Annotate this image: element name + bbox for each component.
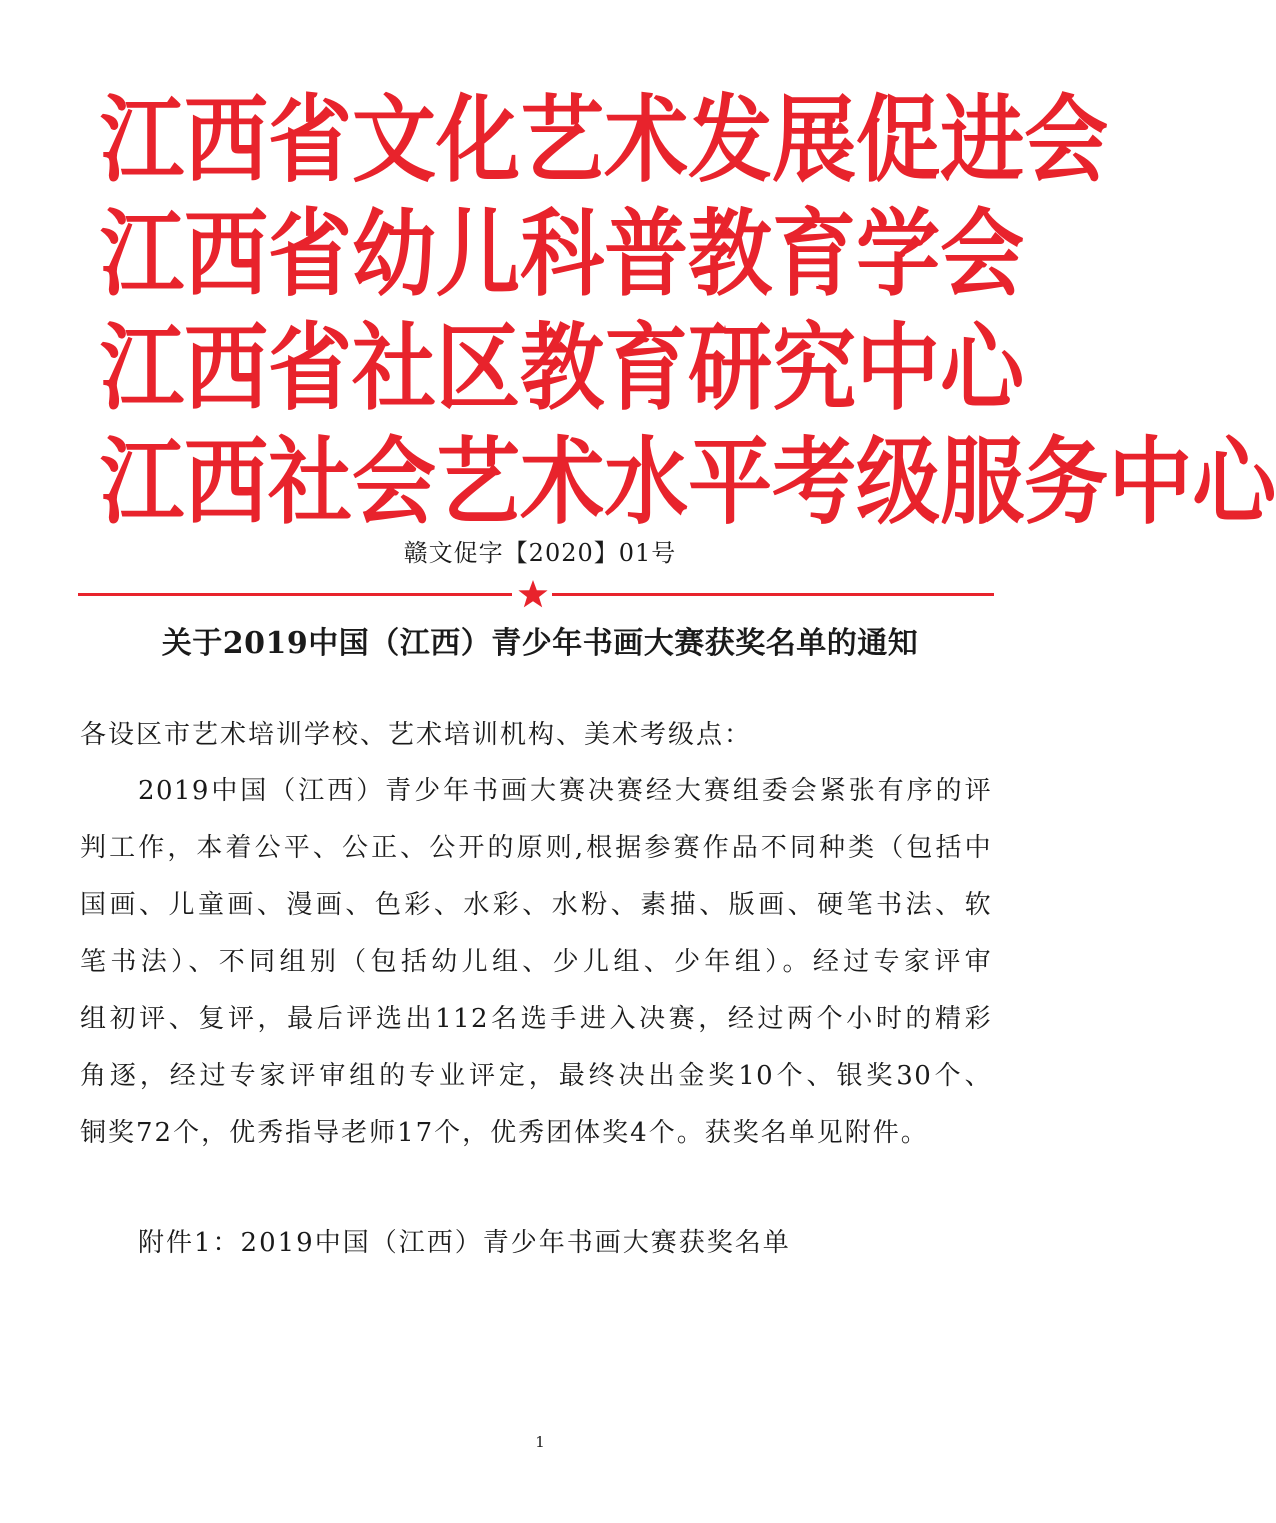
letterhead-char: 中: [856, 313, 941, 423]
letterhead-char: 艺: [436, 427, 521, 537]
letterhead-char: 省: [268, 199, 353, 309]
letterhead-char: 研: [688, 313, 773, 423]
letterhead-char: 展: [772, 85, 857, 195]
letterhead-char: 江: [100, 199, 185, 309]
letterhead-char: 术: [520, 427, 605, 537]
letterhead-char: 省: [268, 313, 353, 423]
letterhead-org-1: [100, 85, 1109, 195]
letterhead-char: 区: [436, 313, 521, 423]
letterhead-char: 心: [1192, 427, 1276, 537]
letterhead-char: 平: [688, 427, 773, 537]
red-divider-right: [552, 593, 994, 596]
letterhead-char: 省: [268, 85, 353, 195]
letterhead-char: 发: [688, 85, 773, 195]
letterhead-org-4: [100, 427, 1276, 537]
letterhead-char: 心: [940, 313, 1025, 423]
star-icon: [517, 578, 549, 610]
notice-title: 关于2019中国（江西）青少年书画大赛获奖名单的通知: [161, 626, 919, 661]
letterhead-char: 学: [856, 199, 941, 309]
document-number: 赣文促字【2020】01号: [403, 539, 677, 567]
body-paragraph-line: 2019中国（江西）青少年书画大赛决赛经大赛组委会紧张有序的评: [138, 776, 992, 806]
letterhead-org-2: [100, 199, 1025, 309]
letterhead-char: 文: [352, 85, 437, 195]
letterhead-char: 究: [772, 313, 857, 423]
letterhead-char: 水: [604, 427, 689, 537]
salutation: 各设区市艺术培训学校、艺术培训机构、美术考级点：: [80, 720, 753, 750]
red-divider-left: [78, 593, 512, 596]
letterhead-char: 育: [604, 313, 689, 423]
letterhead-char: 级: [856, 427, 941, 537]
attachment-reference: 附件1：2019中国（江西）青少年书画大赛获奖名单: [138, 1228, 791, 1258]
letterhead-char: 进: [940, 85, 1025, 195]
letterhead-char: 江: [100, 313, 185, 423]
letterhead-char: 务: [1024, 427, 1109, 537]
letterhead-char: 术: [604, 85, 689, 195]
letterhead-char: 育: [772, 199, 857, 309]
letterhead-char: 西: [184, 427, 269, 537]
letterhead-char: 会: [352, 427, 437, 537]
letterhead-char: 服: [940, 427, 1025, 537]
letterhead-char: 教: [520, 313, 605, 423]
letterhead-char: 考: [772, 427, 857, 537]
letterhead-char: 会: [1024, 85, 1109, 195]
letterhead-char: 会: [940, 199, 1025, 309]
letterhead-char: 西: [184, 313, 269, 423]
body-paragraph-line: 国画、儿童画、漫画、色彩、水彩、水粉、素描、版画、硬笔书法、软: [80, 890, 992, 920]
letterhead-char: 化: [436, 85, 521, 195]
letterhead-char: 江: [100, 427, 185, 537]
letterhead-char: 普: [604, 199, 689, 309]
letterhead-char: 西: [184, 85, 269, 195]
letterhead-char: 江: [100, 85, 185, 195]
letterhead-org-3: [100, 313, 1025, 423]
letterhead-char: 儿: [436, 199, 521, 309]
body-paragraph-line: 铜奖72个，优秀指导老师17个，优秀团体奖4个。获奖名单见附件。: [80, 1118, 929, 1148]
page-number: 1: [535, 1433, 545, 1451]
letterhead-char: 社: [352, 313, 437, 423]
letterhead-char: 教: [688, 199, 773, 309]
letterhead-char: 幼: [352, 199, 437, 309]
letterhead-char: 西: [184, 199, 269, 309]
body-paragraph-line: 判工作，本着公平、公正、公开的原则,根据参赛作品不同种类（包括中: [80, 833, 992, 863]
letterhead-char: 社: [268, 427, 353, 537]
body-paragraph-line: 组初评、复评，最后评选出112名选手进入决赛，经过两个小时的精彩: [80, 1004, 992, 1034]
letterhead-char: 科: [520, 199, 605, 309]
letterhead-char: 艺: [520, 85, 605, 195]
letterhead-char: 中: [1108, 427, 1193, 537]
letterhead-char: 促: [856, 85, 941, 195]
body-paragraph-line: 角逐，经过专家评审组的专业评定，最终决出金奖10个、银奖30个、: [80, 1061, 992, 1091]
body-paragraph-line: 笔书法）、不同组别（包括幼儿组、少儿组、少年组）。经过专家评审: [80, 947, 992, 977]
